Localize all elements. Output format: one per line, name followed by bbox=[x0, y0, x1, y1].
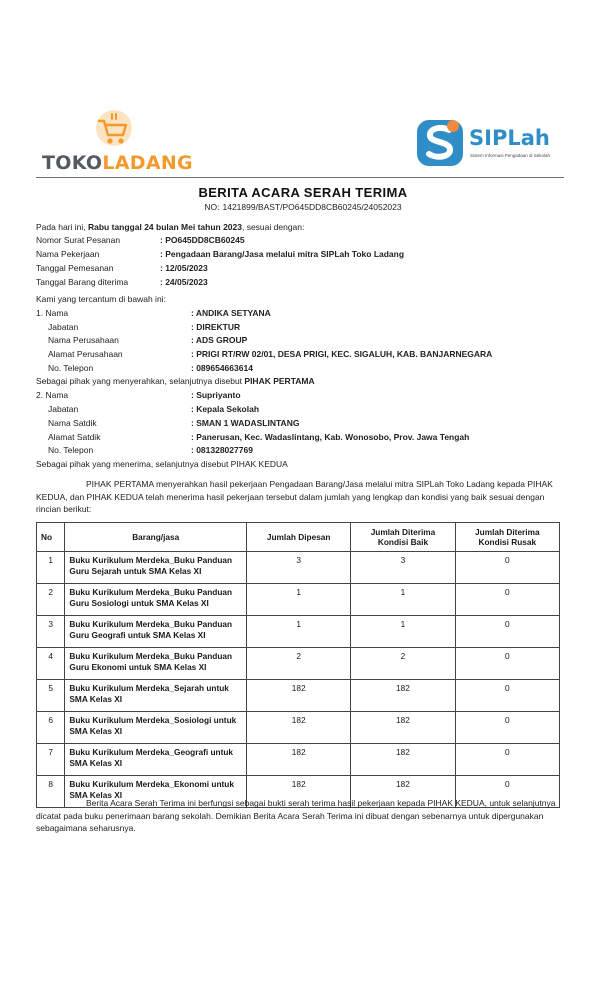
field-label: Nama Pekerjaan bbox=[36, 249, 100, 259]
row-damaged: 0 bbox=[455, 648, 559, 680]
field-label: No. Telepon bbox=[48, 363, 94, 373]
field-label: 2. Nama bbox=[36, 390, 69, 400]
row-no: 1 bbox=[37, 552, 65, 584]
siplah-s-icon bbox=[415, 116, 465, 170]
field-label: Tanggal Barang diterima bbox=[36, 277, 129, 287]
row-ordered: 1 bbox=[247, 616, 351, 648]
field-value: : Supriyanto bbox=[191, 390, 241, 400]
row-item: Buku Kurikulum Merdeka_Geografi untuk SMA Kelas XI bbox=[65, 744, 247, 776]
row-good: 182 bbox=[351, 712, 455, 744]
row-good: 182 bbox=[351, 680, 455, 712]
field-label: Alamat Satdik bbox=[48, 432, 101, 442]
shopping-cart-icon bbox=[90, 108, 138, 152]
row-no: 4 bbox=[37, 648, 65, 680]
table-row bbox=[37, 712, 560, 744]
row-good: 182 bbox=[351, 744, 455, 776]
party1-closing-text: Sebagai pihak yang menyerahkan, selanjutnya disebut bbox=[36, 376, 243, 386]
party1-closing bbox=[36, 376, 315, 386]
field-value: : 12/05/2023 bbox=[160, 263, 208, 273]
document-title: BERITA ACARA SERAH TERIMA bbox=[198, 185, 408, 200]
row-item: Buku Kurikulum Merdeka_Sosiologi untuk SMA Kelas XI bbox=[65, 712, 247, 744]
field-value: : SMAN 1 WADASLINTANG bbox=[191, 418, 300, 428]
field-label: No. Telepon bbox=[48, 445, 94, 455]
table-row bbox=[37, 616, 560, 648]
row-item: Buku Kurikulum Merdeka_Ekonomi untuk SMA Kelas XI bbox=[65, 776, 247, 808]
intro-line bbox=[36, 222, 304, 232]
row-damaged: 0 bbox=[455, 616, 559, 648]
field-label: Nama Satdik bbox=[48, 418, 97, 428]
field-value: : ANDIKA SETYANA bbox=[191, 308, 271, 318]
table-row bbox=[37, 680, 560, 712]
row-no: 2 bbox=[37, 584, 65, 616]
table-row bbox=[37, 648, 560, 680]
toko-ladang-logo bbox=[42, 108, 193, 174]
header-received-good: Jumlah Diterima Kondisi Baik bbox=[351, 523, 455, 552]
items-table bbox=[36, 522, 560, 808]
row-damaged: 0 bbox=[455, 776, 559, 808]
table-row bbox=[37, 552, 560, 584]
field-label: Nama Perusahaan bbox=[48, 335, 119, 345]
wordmark-part2: LADANG bbox=[102, 152, 193, 174]
field-label: Tanggal Pemesanan bbox=[36, 263, 114, 273]
header-divider bbox=[36, 177, 564, 178]
document-number-value: 1421899/BAST/PO645DD8CB60245/24052023 bbox=[222, 202, 402, 212]
table-row bbox=[37, 584, 560, 616]
row-ordered: 182 bbox=[247, 744, 351, 776]
row-ordered: 3 bbox=[247, 552, 351, 584]
row-ordered: 182 bbox=[247, 680, 351, 712]
row-ordered: 182 bbox=[247, 712, 351, 744]
intro-suffix: , sesuai dengan: bbox=[241, 222, 305, 232]
siplah-logo bbox=[415, 116, 565, 172]
row-good: 182 bbox=[351, 776, 455, 808]
row-item: Buku Kurikulum Merdeka_Buku Panduan Guru Sosiologi untuk SMA Kelas XI bbox=[65, 584, 247, 616]
row-good: 2 bbox=[351, 648, 455, 680]
row-item: Buku Kurikulum Merdeka_Buku Panduan Guru Ekonomi untuk SMA Kelas XI bbox=[65, 648, 247, 680]
document-number-label: NO: bbox=[204, 202, 220, 212]
row-ordered: 1 bbox=[247, 584, 351, 616]
row-item: Buku Kurikulum Merdeka_Buku Panduan Guru Geografi untuk SMA Kelas XI bbox=[65, 616, 247, 648]
field-value: : ADS GROUP bbox=[191, 335, 248, 345]
handover-paragraph: PIHAK PERTAMA menyerahkan hasil pekerjaan Pengadaan Barang/Jasa melalui mitra SIPLah Toko Ladang kepada PIHAK KEDUA, dan PIHAK KEDUA telah menerima hasil pekerjaan tersebut dalam jumlah yang lengkap dan kondisi yang baik sesuai dengan rincian berikut: bbox=[36, 479, 553, 514]
row-no: 6 bbox=[37, 712, 65, 744]
row-item: Buku Kurikulum Merdeka_Buku Panduan Guru Sejarah untuk SMA Kelas XI bbox=[65, 552, 247, 584]
row-good: 1 bbox=[351, 616, 455, 648]
row-ordered: 2 bbox=[247, 648, 351, 680]
field-value: : Pengadaan Barang/Jasa melalui mitra SIPLah Toko Ladang bbox=[160, 249, 405, 259]
row-damaged: 0 bbox=[455, 680, 559, 712]
field-value: : 089654663614 bbox=[191, 363, 253, 373]
field-value: : Kepala Sekolah bbox=[191, 404, 260, 414]
header-received-damaged: Jumlah Diterima Kondisi Rusak bbox=[455, 523, 559, 552]
parties-intro: Kami yang tercantum di bawah ini: bbox=[36, 294, 166, 304]
row-damaged: 0 bbox=[455, 744, 559, 776]
header-item: Barang/jasa bbox=[65, 523, 247, 552]
field-value: : PRIGI RT/RW 02/01, DESA PRIGI, KEC. SIGALUH, KAB. BANJARNEGARA bbox=[191, 349, 493, 359]
row-good: 1 bbox=[351, 584, 455, 616]
row-damaged: 0 bbox=[455, 552, 559, 584]
field-value: : DIREKTUR bbox=[191, 322, 241, 332]
field-value: : 24/05/2023 bbox=[160, 277, 208, 287]
siplah-tagline: Sistem Informasi Pengadaan di Sekolah bbox=[470, 153, 551, 158]
row-item: Buku Kurikulum Merdeka_Sejarah untuk SMA Kelas XI bbox=[65, 680, 247, 712]
header-ordered: Jumlah Dipesan bbox=[247, 523, 351, 552]
row-no: 7 bbox=[37, 744, 65, 776]
row-damaged: 0 bbox=[455, 584, 559, 616]
party1-role: PIHAK PERTAMA bbox=[244, 376, 315, 386]
row-no: 5 bbox=[37, 680, 65, 712]
field-label: Jabatan bbox=[48, 322, 79, 332]
intro-date: Rabu tanggal 24 bulan Mei tahun 2023 bbox=[88, 222, 242, 232]
field-value: : Panerusan, Kec. Wadaslintang, Kab. Wonosobo, Prov. Jawa Tengah bbox=[191, 432, 470, 442]
field-label: Nomor Surat Pesanan bbox=[36, 235, 121, 245]
closing-paragraph: Berita Acara Serah Terima ini berfungsi sebagai bukti serah terima hasil pekerjaan kepada PIHAK KEDUA, untuk selanjutnya dicatat pada buku penerimaan barang sekolah. Demikian Berita Acara Serah Terima ini dibuat dengan sebenarnya untuk dipergunakan sebagaimana seharusnya. bbox=[36, 798, 556, 833]
table-row bbox=[37, 744, 560, 776]
field-value: : PO645DD8CB60245 bbox=[160, 235, 245, 245]
row-ordered: 182 bbox=[247, 776, 351, 808]
party2-closing: Sebagai pihak yang menerima, selanjutnya disebut PIHAK KEDUA bbox=[36, 459, 288, 469]
field-label: 1. Nama bbox=[36, 308, 69, 318]
table-header-row bbox=[37, 523, 560, 552]
toko-ladang-wordmark bbox=[42, 152, 193, 174]
siplah-wordmark: SIPLah bbox=[469, 126, 550, 150]
intro-prefix: Pada hari ini, bbox=[36, 222, 86, 232]
row-no: 3 bbox=[37, 616, 65, 648]
row-good: 3 bbox=[351, 552, 455, 584]
field-value: : 081328027769 bbox=[191, 445, 253, 455]
field-label: Jabatan bbox=[48, 404, 79, 414]
row-no: 8 bbox=[37, 776, 65, 808]
wordmark-part1: TOKO bbox=[42, 152, 103, 174]
document-number bbox=[0, 202, 606, 212]
field-label: Alamat Perusahaan bbox=[48, 349, 123, 359]
header-no: No bbox=[37, 523, 65, 552]
row-damaged: 0 bbox=[455, 712, 559, 744]
